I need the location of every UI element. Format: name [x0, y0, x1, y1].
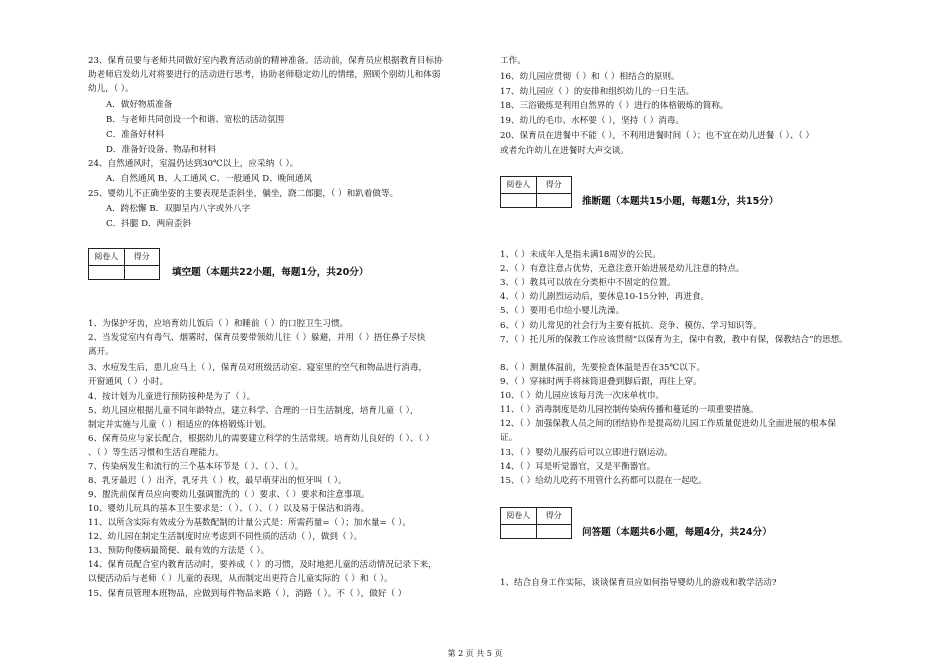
section-title-qa: 问答题（本题共6小题，每题4分，共24分） [582, 527, 772, 538]
page-footer: 第 2 页 共 5 页 [447, 649, 503, 658]
fill-line: 15、保育员管理本班物品，应做到每件物品来路（ ），消路（ ）。不（ ），做好（ ） [88, 589, 407, 599]
fill-line: 3、水痘发生后，患儿应马上（ ），保育员对班级活动室、寝室里的空气和物品进行消毒， [88, 363, 428, 373]
fill-line: 6、保育员应与家长配合，根据幼儿的需要建立科学的生活常规。培育幼儿良好的（ ）、（ ） [88, 434, 435, 444]
section-title-fill: 填空题（本题共22小题，每题1分，共20分） [172, 267, 369, 278]
fill-line: 离开。 [88, 347, 114, 357]
fill-line: 13、预防佝偻病最简便、最有效的方法是（ ）。 [88, 546, 270, 556]
option-line: D．准备好设备、物品和材料 [106, 145, 217, 155]
text-line: 幼儿，（ ）。 [88, 84, 134, 94]
text-line: 23、保育员要与老师共同做好室内教育活动前的精神准备。活动前，保育员应根据教育目标协 [88, 56, 443, 66]
score-label: 得分 [545, 180, 562, 189]
option-line: C．抖腿 D．两肩歪斜 [106, 219, 191, 229]
score-label: 得分 [545, 511, 562, 520]
fill-line: 8、乳牙最迟（ ）出齐，乳牙共（ ）枚，最早萌芽出的恒牙叫（ ）。 [88, 476, 347, 486]
judge-line: 3、（ ）教具可以放在分类柜中不固定的位置。 [500, 278, 676, 288]
fill-line: 10、婴幼儿玩具的基本卫生要求是：（ ）、（ ）、（ ）以及易于保洁和消毒。 [88, 504, 370, 514]
fill-line: 12、幼儿园在制定生活制度时应考虑到不同性质的活动（ ），做到（ ）。 [88, 532, 363, 542]
fill-line: 17、幼儿园应（ ）的安排和组织幼儿的一日生活。 [500, 87, 695, 97]
fill-line: 制定并实施与儿童（ ）相适应的体格锻炼计划。 [88, 420, 272, 430]
fill-line: 、（ ）等生活习惯和生活自理能力。 [88, 448, 224, 458]
fill-line: 20、保育员在进餐中不能（ ），不利用进餐时间（ ）；也不宜在幼儿进餐（ ）、（ ） [500, 131, 815, 141]
judge-line: 15、（ ）给幼儿吃药不用管什么药都可以混在一起吃。 [500, 476, 708, 486]
judge-line: 8、（ ）测量体温前，先要检查体温是否在35℃以下。 [500, 363, 705, 373]
fill-line: 11、以所含实际有效成分为基数配制的计量公式是：所需药量=（ ）；加水量=（ ）。 [88, 518, 411, 528]
fill-line: 5、幼儿园应根据儿童不同年龄特点，建立科学、合理的一日生活制度，培育儿童（ ）， [88, 406, 419, 416]
option-line: A．做好物质准备 [106, 100, 173, 110]
option-line: B．与老师共同创设一个和谐、宽松的活动氛围 [106, 115, 285, 125]
grader-table-blank [88, 265, 160, 280]
judge-line: 13、（ ）婴幼儿服药后可以立即进行剧运动。 [500, 448, 673, 458]
qa-line: 1、结合自身工作实际，谈谈保育员应如何指导婴幼儿的游戏和教学活动? [500, 578, 777, 588]
fill-line: 开窗通风（ ）小时。 [88, 377, 169, 387]
fill-line: 16、幼儿园应贯彻（ ）和（ ）相结合的原则。 [500, 72, 680, 82]
fill-line: 工作。 [500, 56, 526, 66]
grader-label: 阅卷人 [501, 177, 537, 193]
grader-table [500, 176, 572, 194]
grader-label: 阅卷人 [89, 249, 125, 265]
fill-line: 以便活动后与老师（ ）儿童的表现，从而制定出更符合儿童实际的（ ）和（ ）。 [88, 574, 393, 584]
fill-line: 或者允许幼儿在进餐时大声交谈。 [500, 146, 629, 156]
judge-line: 11、（ ）消毒制度是幼儿园控制传染病传播和蔓延的一项重要措施。 [500, 405, 759, 415]
grader-table [88, 248, 160, 266]
option-line: C．准备好材料 [106, 130, 165, 140]
judge-line: 6、（ ）幼儿常见的社会行为主要有抵抗、竞争、模仿、学习知识等。 [500, 321, 762, 331]
fill-line: 7、传染病发生和流行的三个基本环节是（ ）、（ ）、（ ）。 [88, 462, 304, 472]
fill-line: 14、保育员配合室内教育活动时，要养成（ ）的习惯，及时地把儿童的活动情况记录下来， [88, 560, 437, 570]
grader-table-blank [500, 524, 572, 539]
judge-line: 12、（ ）加强保教人员之间的团结协作是提高幼儿园工作质量促进幼儿全面进展的根本保 [500, 419, 836, 429]
judge-line: 1、（ ）未成年人是指未满18周岁的公民。 [500, 250, 661, 260]
judge-line: 10、（ ）幼儿园应该每月洗一次床单枕巾。 [500, 391, 665, 401]
fill-line: 2、当发觉室内有毒气、烟雾时，保育员要带领幼儿往（ ）躲避，并用（ ）捂住鼻子尽快 [88, 333, 426, 343]
judge-line: 5、（ ）要用毛巾给小婴儿洗澡。 [500, 306, 625, 316]
grader-label: 阅卷人 [501, 508, 537, 524]
fill-line: 18、三浴锻炼是利用自然界的（ ）进行的体格锻炼的简称。 [500, 101, 729, 111]
grader-table-blank [500, 193, 572, 208]
score-label: 得分 [133, 252, 150, 261]
text-line: 25、婴幼儿不正确坐姿的主要表现是歪斜坐，躺坐，跷二郎腿，（ ）和趴着做等。 [88, 189, 399, 199]
judge-line: 4、（ ）幼儿剧烈运动后，要休息10-15分钟，再进食。 [500, 292, 710, 302]
option-line: A．跨松懈 B．双脚呈内八字或外八字 [106, 204, 251, 214]
text-line: 助老师启发幼儿对将要进行的活动进行思考，协助老师稳定幼儿的情绪，照顾个别幼儿和体弱 [88, 70, 441, 80]
judge-line: 2、（ ）有意注意占优势，无意注意开始进展是幼儿注意的特点。 [500, 264, 745, 274]
option-line: A．自然通风 B、人工通风 C、一般通风 D、晚间通风 [106, 174, 313, 184]
fill-line: 4、按计划为儿童进行预防接种是为了（ ）。 [88, 392, 256, 402]
grader-table [500, 507, 572, 525]
text-line: 24、自然通风时，室温仍达到30℃以上，应采纳（ ）。 [88, 159, 299, 169]
judge-line: 9、（ ）穿袜时两手将袜筒退叠到脚后跟，再往上穿。 [500, 377, 702, 387]
section-title-judge: 推断题（本题共15小题，每题1分，共15分） [582, 196, 779, 207]
fill-line: 19、幼儿的毛巾、水杯要（ ），坚持（ ）消毒。 [500, 116, 684, 126]
judge-line: 7、（ ）托儿所的保教工作应该贯彻“以保育为主，保中有教，教中有保，保教结合”的思想。 [500, 335, 848, 345]
fill-line: 1、为保护牙齿，应培育幼儿饭后（ ）和睡前（ ）的口腔卫生习惯。 [88, 319, 349, 329]
judge-line: 14、（ ）耳是听觉器官，又是平衡器官。 [500, 462, 656, 472]
judge-line: 证。 [500, 433, 518, 443]
fill-line: 9、盥洗前保育员应向婴幼儿强调盥洗的（ ）要求、（ ）要求和注意事项。 [88, 490, 370, 500]
